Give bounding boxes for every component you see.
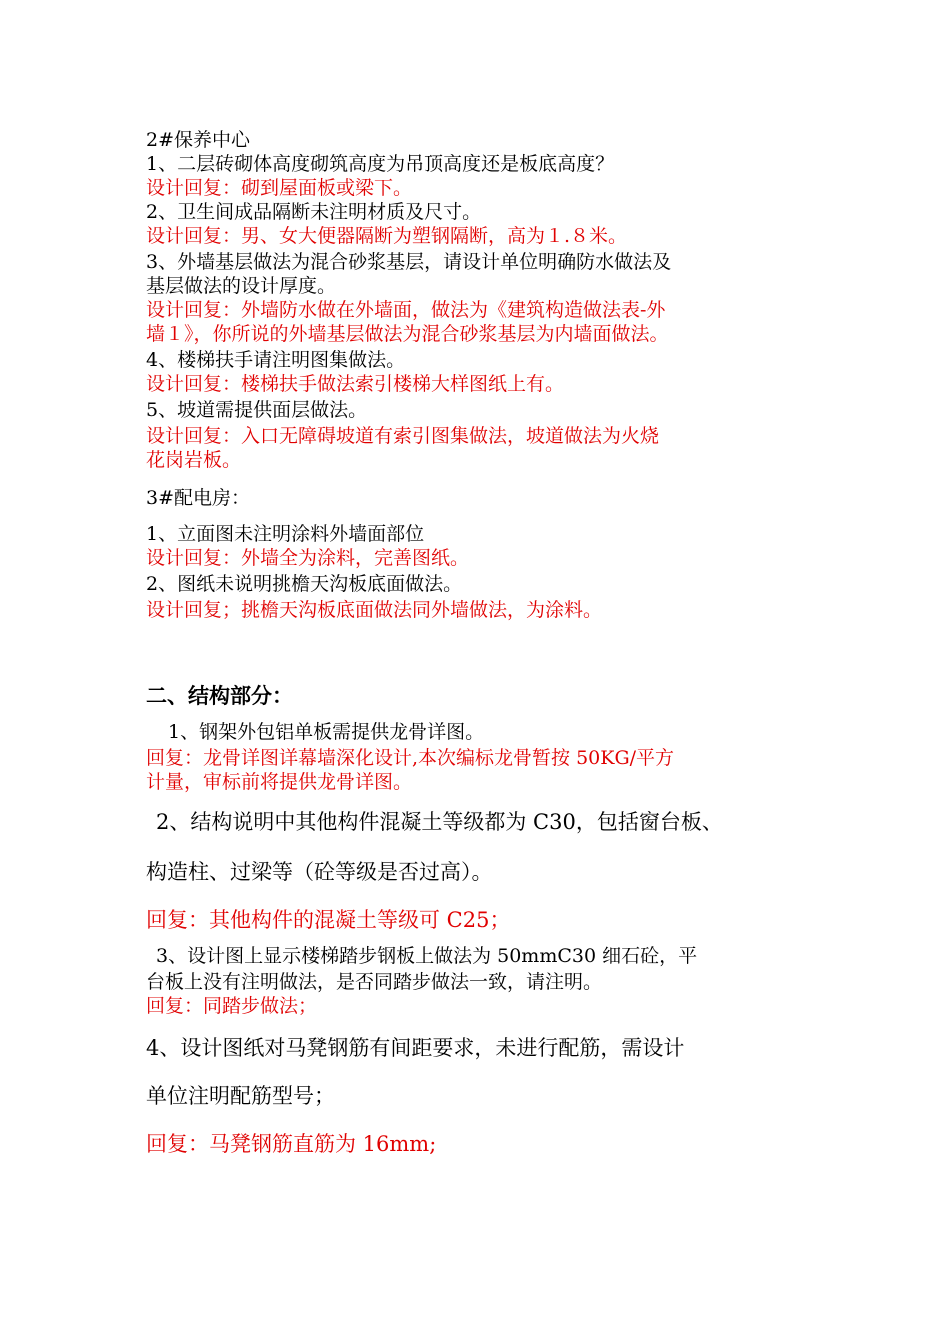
- reply-2: 设计回复：男、女大便器隔断为塑钢隔断，高为１.８米。: [146, 225, 628, 247]
- structure-question-3-line-2: 台板上没有注明做法，是否同踏步做法一致，请注明。: [146, 971, 603, 993]
- question-1: 1、二层砖砌体高度砌筑高度为吊顶高度还是板底高度？: [146, 153, 615, 175]
- question-3-line-1: 3、外墙基层做法为混合砂浆基层，请设计单位明确防水做法及: [146, 251, 672, 273]
- structure-reply-3: 回复：同踏步做法；: [146, 995, 318, 1017]
- structure-reply-4: 回复：马凳钢筋直筋为 16mm;: [146, 1132, 437, 1156]
- question-2: 2、卫生间成品隔断未注明材质及尺寸。: [146, 201, 482, 223]
- structure-reply-1-line-2: 计量，审标前将提供龙骨详图。: [146, 771, 413, 793]
- structure-heading: 二、结构部分：: [146, 684, 293, 708]
- reply-3-line-1: 设计回复：外墙防水做在外墙面，做法为《建筑构造做法表-外: [146, 299, 666, 321]
- question-5: 5、坡道需提供面层做法。: [146, 399, 368, 421]
- structure-question-3-line-1: 3、设计图上显示楼梯踏步钢板上做法为 50mmC30 细石砼，平: [156, 945, 698, 967]
- section-3-title: 3#配电房：: [146, 487, 251, 509]
- question-4: 4、楼梯扶手请注明图集做法。: [146, 349, 406, 371]
- section-3-question-1: 1、立面图未注明涂料外墙面部位: [146, 523, 425, 545]
- structure-reply-1-line-1: 回复：龙骨详图详幕墙深化设计,本次编标龙骨暂按 50KG/平方: [146, 747, 675, 769]
- reply-1: 设计回复：砌到屋面板或梁下。: [146, 177, 413, 199]
- structure-question-4-line-1: 4、设计图纸对马凳钢筋有间距要求，未进行配筋，需设计: [146, 1036, 685, 1060]
- structure-question-4-line-2: 单位注明配筋型号；: [146, 1084, 335, 1108]
- structure-question-2-line-2: 构造柱、过梁等（砼等级是否过高）。: [146, 860, 493, 884]
- structure-question-2-line-1: 2、结构说明中其他构件混凝土等级都为 C30，包括窗台板、: [156, 810, 723, 834]
- reply-3-line-2: 墙１》，你所说的外墙基层做法为混合砂浆基层为内墙面做法。: [146, 323, 669, 345]
- reply-5-line-1: 设计回复：入口无障碍坡道有索引图集做法，坡道做法为火烧: [146, 425, 660, 447]
- section-2-title: 2#保养中心: [146, 129, 251, 151]
- reply-4: 设计回复：楼梯扶手做法索引楼梯大样图纸上有。: [146, 373, 565, 395]
- section-3-question-2: 2、图纸未说明挑檐天沟板底面做法。: [146, 573, 463, 595]
- structure-reply-2: 回复：其他构件的混凝土等级可 C25；: [146, 908, 511, 932]
- section-3-reply-2: 设计回复；挑檐天沟板底面做法同外墙做法，为涂料。: [146, 599, 603, 621]
- reply-5-line-2: 花岗岩板。: [146, 449, 242, 471]
- section-3-reply-1: 设计回复：外墙全为涂料，完善图纸。: [146, 547, 470, 569]
- structure-question-1: 1、钢架外包铝单板需提供龙骨详图。: [168, 721, 485, 743]
- question-3-line-2: 基层做法的设计厚度。: [146, 275, 337, 297]
